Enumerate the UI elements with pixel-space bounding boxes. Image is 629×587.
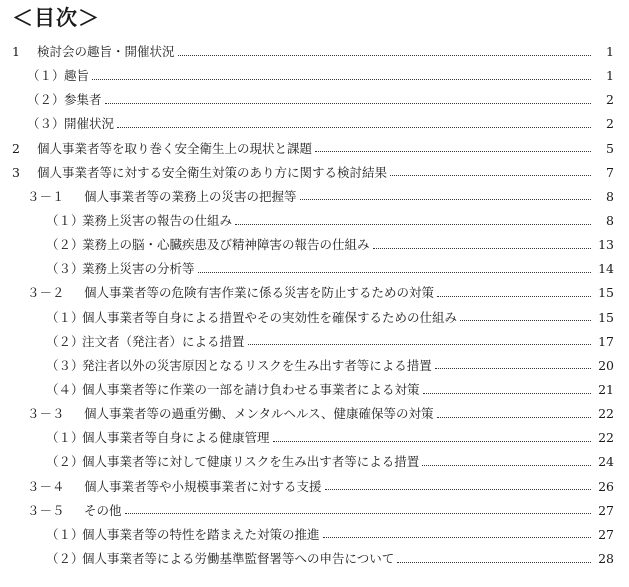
entry-number: （１） [46, 430, 84, 446]
entry-page-number: 5 [606, 140, 614, 156]
entry-number: 1 [12, 44, 20, 60]
toc-entry[interactable] [0, 112, 629, 136]
toc-entry[interactable] [0, 499, 629, 523]
dot-leader [435, 368, 591, 369]
toc-entry[interactable] [0, 88, 629, 112]
toc-entry[interactable] [0, 185, 629, 209]
entry-title: 個人事業者等に対する安全衛生対策のあり方に関する検討結果 [37, 164, 388, 180]
entry-title: 個人事業者等の業務上の災害の把握等 [84, 188, 297, 204]
entry-title: 個人事業者等による労働基準監督署等への申告について [82, 551, 395, 567]
toc-entry[interactable] [0, 281, 629, 305]
dot-leader [315, 151, 591, 152]
entry-number: 2 [12, 140, 20, 156]
entry-number: （３） [46, 357, 84, 373]
entry-number: ３－１ [27, 188, 65, 204]
entry-title: 個人事業者等や小規模事業者に対する支援 [84, 478, 322, 494]
entry-page-number: 1 [606, 44, 614, 60]
entry-title: 業務上災害の分析等 [82, 261, 195, 277]
entry-title: 個人事業者等を取り巻く安全衛生上の現状と課題 [37, 140, 313, 156]
toc-entry[interactable] [0, 354, 629, 378]
entry-title: 検討会の趣旨・開催状況 [37, 44, 175, 60]
entry-title: 業務上災害の報告の仕組み [82, 213, 233, 229]
entry-page-number: 8 [606, 213, 614, 229]
toc-entry[interactable] [0, 330, 629, 354]
entry-number: （３） [46, 261, 84, 277]
toc-entry[interactable] [0, 450, 629, 474]
toc-entry[interactable] [0, 523, 629, 547]
toc-entry[interactable] [0, 209, 629, 233]
dot-leader [437, 417, 591, 418]
dot-leader [422, 465, 591, 466]
entry-title: 注文者（発注者）による措置 [82, 333, 245, 349]
entry-page-number: 15 [598, 285, 614, 301]
entry-title: 業務上の脳・心臓疾患及び精神障害の報告の仕組み [82, 237, 370, 253]
dot-leader [437, 296, 591, 297]
entry-number: ３－２ [27, 285, 65, 301]
entry-number: （２） [46, 333, 84, 349]
entry-page-number: 1 [606, 68, 614, 84]
toc-list [0, 40, 629, 571]
toc-entry[interactable] [0, 233, 629, 257]
entry-page-number: 17 [598, 333, 614, 349]
dot-leader [390, 175, 591, 176]
entry-page-number: 7 [606, 164, 614, 180]
toc-title: ＜目次＞ [12, 6, 100, 30]
entry-number: （１） [46, 526, 84, 542]
toc-entry[interactable] [0, 137, 629, 161]
dot-leader [460, 320, 591, 321]
entry-page-number: 28 [598, 551, 614, 567]
entry-number: （２） [46, 237, 84, 253]
entry-title: 参集者 [64, 92, 102, 108]
entry-number: ３－４ [27, 478, 65, 494]
dot-leader [323, 537, 591, 538]
entry-number: （４） [46, 382, 84, 398]
entry-page-number: 24 [598, 454, 614, 470]
entry-title: 個人事業者等に対して健康リスクを生み出す者等による措置 [82, 454, 420, 470]
entry-page-number: 2 [606, 92, 614, 108]
toc-entry[interactable] [0, 161, 629, 185]
entry-title: 開催状況 [64, 116, 115, 132]
toc-entry[interactable] [0, 426, 629, 450]
entry-number: （１） [46, 309, 84, 325]
dot-leader [125, 513, 591, 514]
entry-page-number: 27 [598, 526, 614, 542]
entry-page-number: 27 [598, 502, 614, 518]
entry-title: 発注者以外の災害原因となるリスクを生み出す者等による措置 [82, 357, 432, 373]
entry-number: （２） [46, 454, 84, 470]
entry-number: 3 [12, 164, 20, 180]
entry-number: （３） [27, 116, 65, 132]
entry-number: （１） [46, 213, 84, 229]
toc-entry[interactable] [0, 402, 629, 426]
entry-title: 個人事業者等の過重労働、メンタルヘルス、健康確保等の対策 [84, 406, 434, 422]
dot-leader [397, 562, 591, 563]
toc-entry[interactable] [0, 257, 629, 281]
entry-number: （１） [27, 68, 65, 84]
toc-entry[interactable] [0, 306, 629, 330]
entry-number: （２） [27, 92, 65, 108]
entry-title: その他 [84, 502, 122, 518]
dot-leader [373, 248, 591, 249]
toc-entry[interactable] [0, 378, 629, 402]
entry-number: ３－５ [27, 502, 65, 518]
entry-page-number: 14 [598, 261, 614, 277]
dot-leader [178, 55, 591, 56]
entry-number: ３－３ [27, 406, 65, 422]
entry-page-number: 22 [598, 406, 614, 422]
toc-entry[interactable] [0, 475, 629, 499]
dot-leader [248, 344, 591, 345]
entry-page-number: 8 [606, 188, 614, 204]
dot-leader [300, 199, 591, 200]
entry-page-number: 20 [598, 357, 614, 373]
entry-page-number: 15 [598, 309, 614, 325]
entry-title: 個人事業者等の危険有害作業に係る災害を防止するための対策 [84, 285, 435, 301]
entry-page-number: 21 [598, 382, 614, 398]
dot-leader [198, 272, 591, 273]
dot-leader [423, 393, 591, 394]
dot-leader [117, 127, 591, 128]
entry-page-number: 13 [598, 237, 614, 253]
dot-leader [273, 441, 591, 442]
entry-title: 個人事業者等の特性を踏まえた対策の推進 [82, 526, 320, 542]
entry-page-number: 2 [606, 116, 614, 132]
entry-page-number: 22 [598, 430, 614, 446]
dot-leader [325, 489, 591, 490]
entry-title: 個人事業者等自身による措置やその実効性を確保するための仕組み [82, 309, 458, 325]
toc-entry[interactable] [0, 547, 629, 571]
toc-entry[interactable] [0, 64, 629, 88]
entry-title: 個人事業者等自身による健康管理 [82, 430, 270, 446]
dot-leader [92, 79, 591, 80]
entry-page-number: 26 [598, 478, 614, 494]
entry-number: （２） [46, 551, 84, 567]
entry-title: 趣旨 [64, 68, 90, 84]
toc-entry[interactable] [0, 40, 629, 64]
dot-leader [235, 224, 591, 225]
dot-leader [105, 103, 591, 104]
entry-title: 個人事業者等に作業の一部を請け負わせる事業者による対策 [82, 382, 420, 398]
